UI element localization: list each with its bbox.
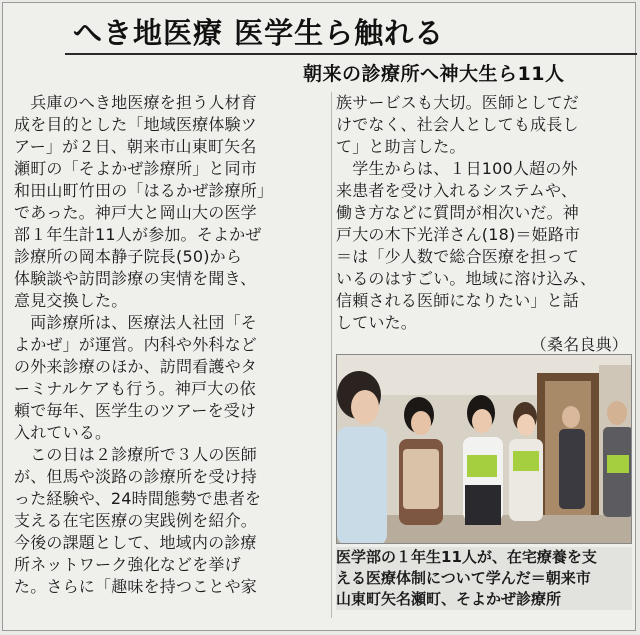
body-line: 診療所の岡本静子院長(50)から bbox=[14, 247, 243, 266]
caption-line: 医学部の１年生11人が、在宅療養を支 bbox=[336, 548, 597, 566]
photo-person-face bbox=[472, 409, 492, 433]
photo-illustration bbox=[337, 355, 632, 544]
subheadline: 朝来の診療所へ神大生ら11人 bbox=[303, 63, 565, 85]
body-line: が、但馬や淡路の診療所を受け持 bbox=[14, 467, 258, 486]
body-line: 部１年生計11人が参加。そよかぜ bbox=[14, 225, 262, 244]
photo-person-face bbox=[517, 414, 535, 436]
photo-person-face bbox=[607, 401, 627, 425]
body-line: ーミナルケアも行う。神戸大の依 bbox=[14, 379, 256, 398]
news-photo bbox=[336, 354, 632, 544]
body-line: 和田山町竹田の「はるかぜ診療所」 bbox=[14, 181, 274, 200]
article-body-right-column bbox=[336, 92, 632, 356]
body-line: 意見交換した。 bbox=[14, 291, 128, 310]
body-line: ＝は「少人数で総合医療を担って bbox=[336, 247, 580, 266]
column-divider bbox=[331, 92, 332, 618]
photo-green-folder bbox=[513, 451, 539, 471]
body-line: 族サービスも大切。医師としてだ bbox=[336, 93, 580, 112]
body-line: 戸大の木下光洋さん(18)＝姫路市 bbox=[336, 225, 581, 244]
body-line: であった。神戸大と岡山大の医学 bbox=[14, 203, 257, 222]
body-line: 成を目的とした「地域医療体験ツ bbox=[14, 115, 258, 134]
byline: （桑名良典） bbox=[530, 335, 628, 354]
headline-rule bbox=[65, 53, 637, 55]
body-line: いるのはすごい。地域に溶け込み、 bbox=[336, 269, 597, 288]
body-line: けでなく、社会人としても成長し bbox=[336, 115, 579, 134]
photo-person-suit bbox=[559, 429, 585, 509]
body-line: よかぜ」が運営。内科や外科など bbox=[14, 335, 258, 354]
body-line: この日は２診療所で３人の医師 bbox=[14, 445, 258, 464]
body-line: 兵庫のへき地医療を担う人材育 bbox=[14, 93, 258, 112]
photo-person-apron bbox=[403, 449, 439, 509]
photo-person-face bbox=[411, 411, 431, 435]
body-line: 働き方などに質問が相次いだ。神 bbox=[336, 203, 580, 222]
photo-person-skirt bbox=[465, 485, 501, 525]
body-line: していた。 bbox=[336, 313, 418, 332]
body-line: 所ネットワーク強化などを挙げ bbox=[14, 555, 241, 574]
headline: へき地医療 医学生ら触れる bbox=[73, 16, 445, 50]
photo-caption bbox=[336, 547, 632, 610]
body-line: 両診療所は、医療法人社団「そ bbox=[14, 313, 258, 332]
body-line: 支える在宅医療の実践例を紹介。 bbox=[14, 511, 258, 530]
caption-line: える医療体制について学んだ＝朝来市 bbox=[336, 569, 591, 587]
photo-green-folder bbox=[467, 455, 497, 477]
body-line: て」と助言した。 bbox=[336, 137, 466, 156]
body-line: の外来診療のほか、訪問看護やタ bbox=[14, 357, 258, 376]
body-line: 来患者を受け入れるシステムや、 bbox=[336, 181, 578, 200]
body-line: 信頼される医師になりたい」と話 bbox=[336, 291, 580, 310]
article-body-left-column bbox=[14, 92, 330, 598]
body-line: った経験や、24時間態勢で患者を bbox=[14, 489, 262, 508]
photo-green-folder bbox=[607, 455, 629, 473]
body-line: 瀬町の「そよかぜ診療所」と同市 bbox=[14, 159, 258, 178]
body-line: 体験談や訪問診療の実情を聞き、 bbox=[14, 269, 257, 288]
body-line: アー」が２日、朝来市山東町矢名 bbox=[14, 137, 257, 156]
body-line: 今後の課題として、地域内の診療 bbox=[14, 533, 257, 552]
caption-line: 山東町矢名瀬町、そよかぜ診療所 bbox=[336, 590, 562, 608]
body-line: 学生からは、１日100人超の外 bbox=[336, 159, 578, 178]
body-line: 入れている。 bbox=[14, 423, 112, 442]
photo-person-body bbox=[337, 427, 387, 544]
body-line: た。さらに「趣味を持つことや家 bbox=[14, 577, 258, 596]
body-line: 頼で毎年、医学生のツアーを受け bbox=[14, 401, 257, 420]
photo-person-face bbox=[562, 406, 580, 428]
photo-person-face bbox=[351, 390, 379, 424]
